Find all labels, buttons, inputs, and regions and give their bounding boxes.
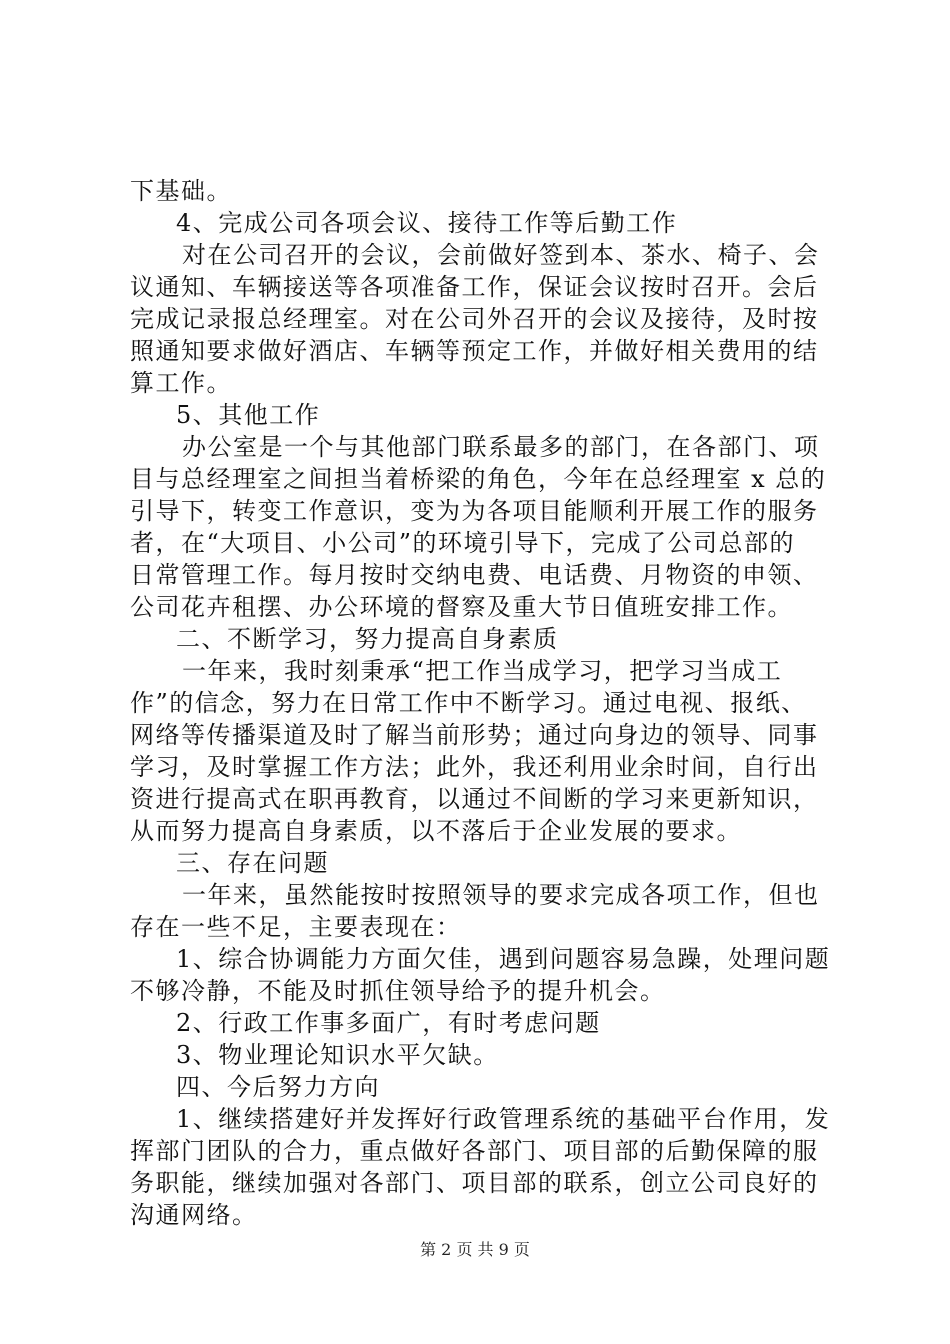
text-line: 2、行政工作事多面广，有时考虑问题 bbox=[176, 1009, 601, 1037]
text-line: 引导下，转变工作意识，变为为各项目能顺利开展工作的服务 bbox=[130, 497, 819, 525]
text-line: 一年来，虽然能按时按照领导的要求完成各项工作，但也 bbox=[182, 881, 820, 909]
text-line: 完成记录报总经理室。对在公司外召开的会议及接待，及时按 bbox=[130, 305, 819, 333]
text-line: 存在一些不足，主要表现在： bbox=[130, 913, 462, 941]
text-line: 1、综合协调能力方面欠佳，遇到问题容易急躁，处理问题 bbox=[176, 945, 831, 973]
text-line: 不够冷静，不能及时抓住领导给予的提升机会。 bbox=[130, 977, 666, 1005]
text-line: 学习，及时掌握工作方法；此外，我还利用业余时间，自行出 bbox=[130, 753, 819, 781]
text-line: 目与总经理室之间担当着桥梁的角色，今年在总经理室 x 总的 bbox=[130, 465, 827, 493]
text-line: 下基础。 bbox=[130, 177, 232, 205]
text-line: 照通知要求做好酒店、车辆等预定工作，并做好相关费用的结 bbox=[130, 337, 819, 365]
document-body bbox=[130, 175, 830, 1231]
text-line: 从而努力提高自身素质，以不落后于企业发展的要求。 bbox=[130, 817, 742, 845]
text-line: 务职能，继续加强对各部门、项目部的联系，创立公司良好的 bbox=[130, 1169, 819, 1197]
text-line: 四、今后努力方向 bbox=[176, 1073, 380, 1101]
text-line: 一年来，我时刻秉承“把工作当成学习，把学习当成工 bbox=[182, 657, 783, 685]
page-footer: 第 2 页 共 9 页 bbox=[420, 1240, 530, 1259]
text-line: 挥部门团队的合力，重点做好各部门、项目部的后勤保障的服 bbox=[130, 1137, 819, 1165]
text-line: 对在公司召开的会议，会前做好签到本、茶水、椅子、会 bbox=[182, 241, 820, 269]
text-line: 1、继续搭建好并发挥好行政管理系统的基础平台作用，发 bbox=[176, 1105, 831, 1133]
text-line: 议通知、车辆接送等各项准备工作，保证会议按时召开。会后 bbox=[130, 273, 819, 301]
text-line: 网络等传播渠道及时了解当前形势；通过向身边的领导、同事 bbox=[130, 721, 819, 749]
text-line: 资进行提高式在职再教育，以通过不间断的学习来更新知识， bbox=[130, 785, 819, 813]
text-line: 二、不断学习，努力提高自身素质 bbox=[176, 625, 559, 653]
text-line: 日常管理工作。每月按时交纳电费、电话费、月物资的申领、 bbox=[130, 561, 819, 589]
text-line: 3、物业理论知识水平欠缺。 bbox=[176, 1041, 499, 1069]
text-line: 公司花卉租摆、办公环境的督察及重大节日值班安排工作。 bbox=[130, 593, 793, 621]
text-line: 沟通网络。 bbox=[130, 1201, 258, 1229]
text-line: 作”的信念，努力在日常工作中不断学习。通过电视、报纸、 bbox=[130, 689, 807, 717]
text-line: 三、存在问题 bbox=[176, 849, 329, 877]
text-line: 办公室是一个与其他部门联系最多的部门，在各部门、项 bbox=[182, 433, 820, 461]
text-line: 5、其他工作 bbox=[176, 401, 321, 429]
text-line: 算工作。 bbox=[130, 369, 232, 397]
text-line: 4、完成公司各项会议、接待工作等后勤工作 bbox=[176, 209, 678, 237]
text-line: 者，在“大项目、小公司”的环境引导下，完成了公司总部的 bbox=[130, 529, 796, 557]
